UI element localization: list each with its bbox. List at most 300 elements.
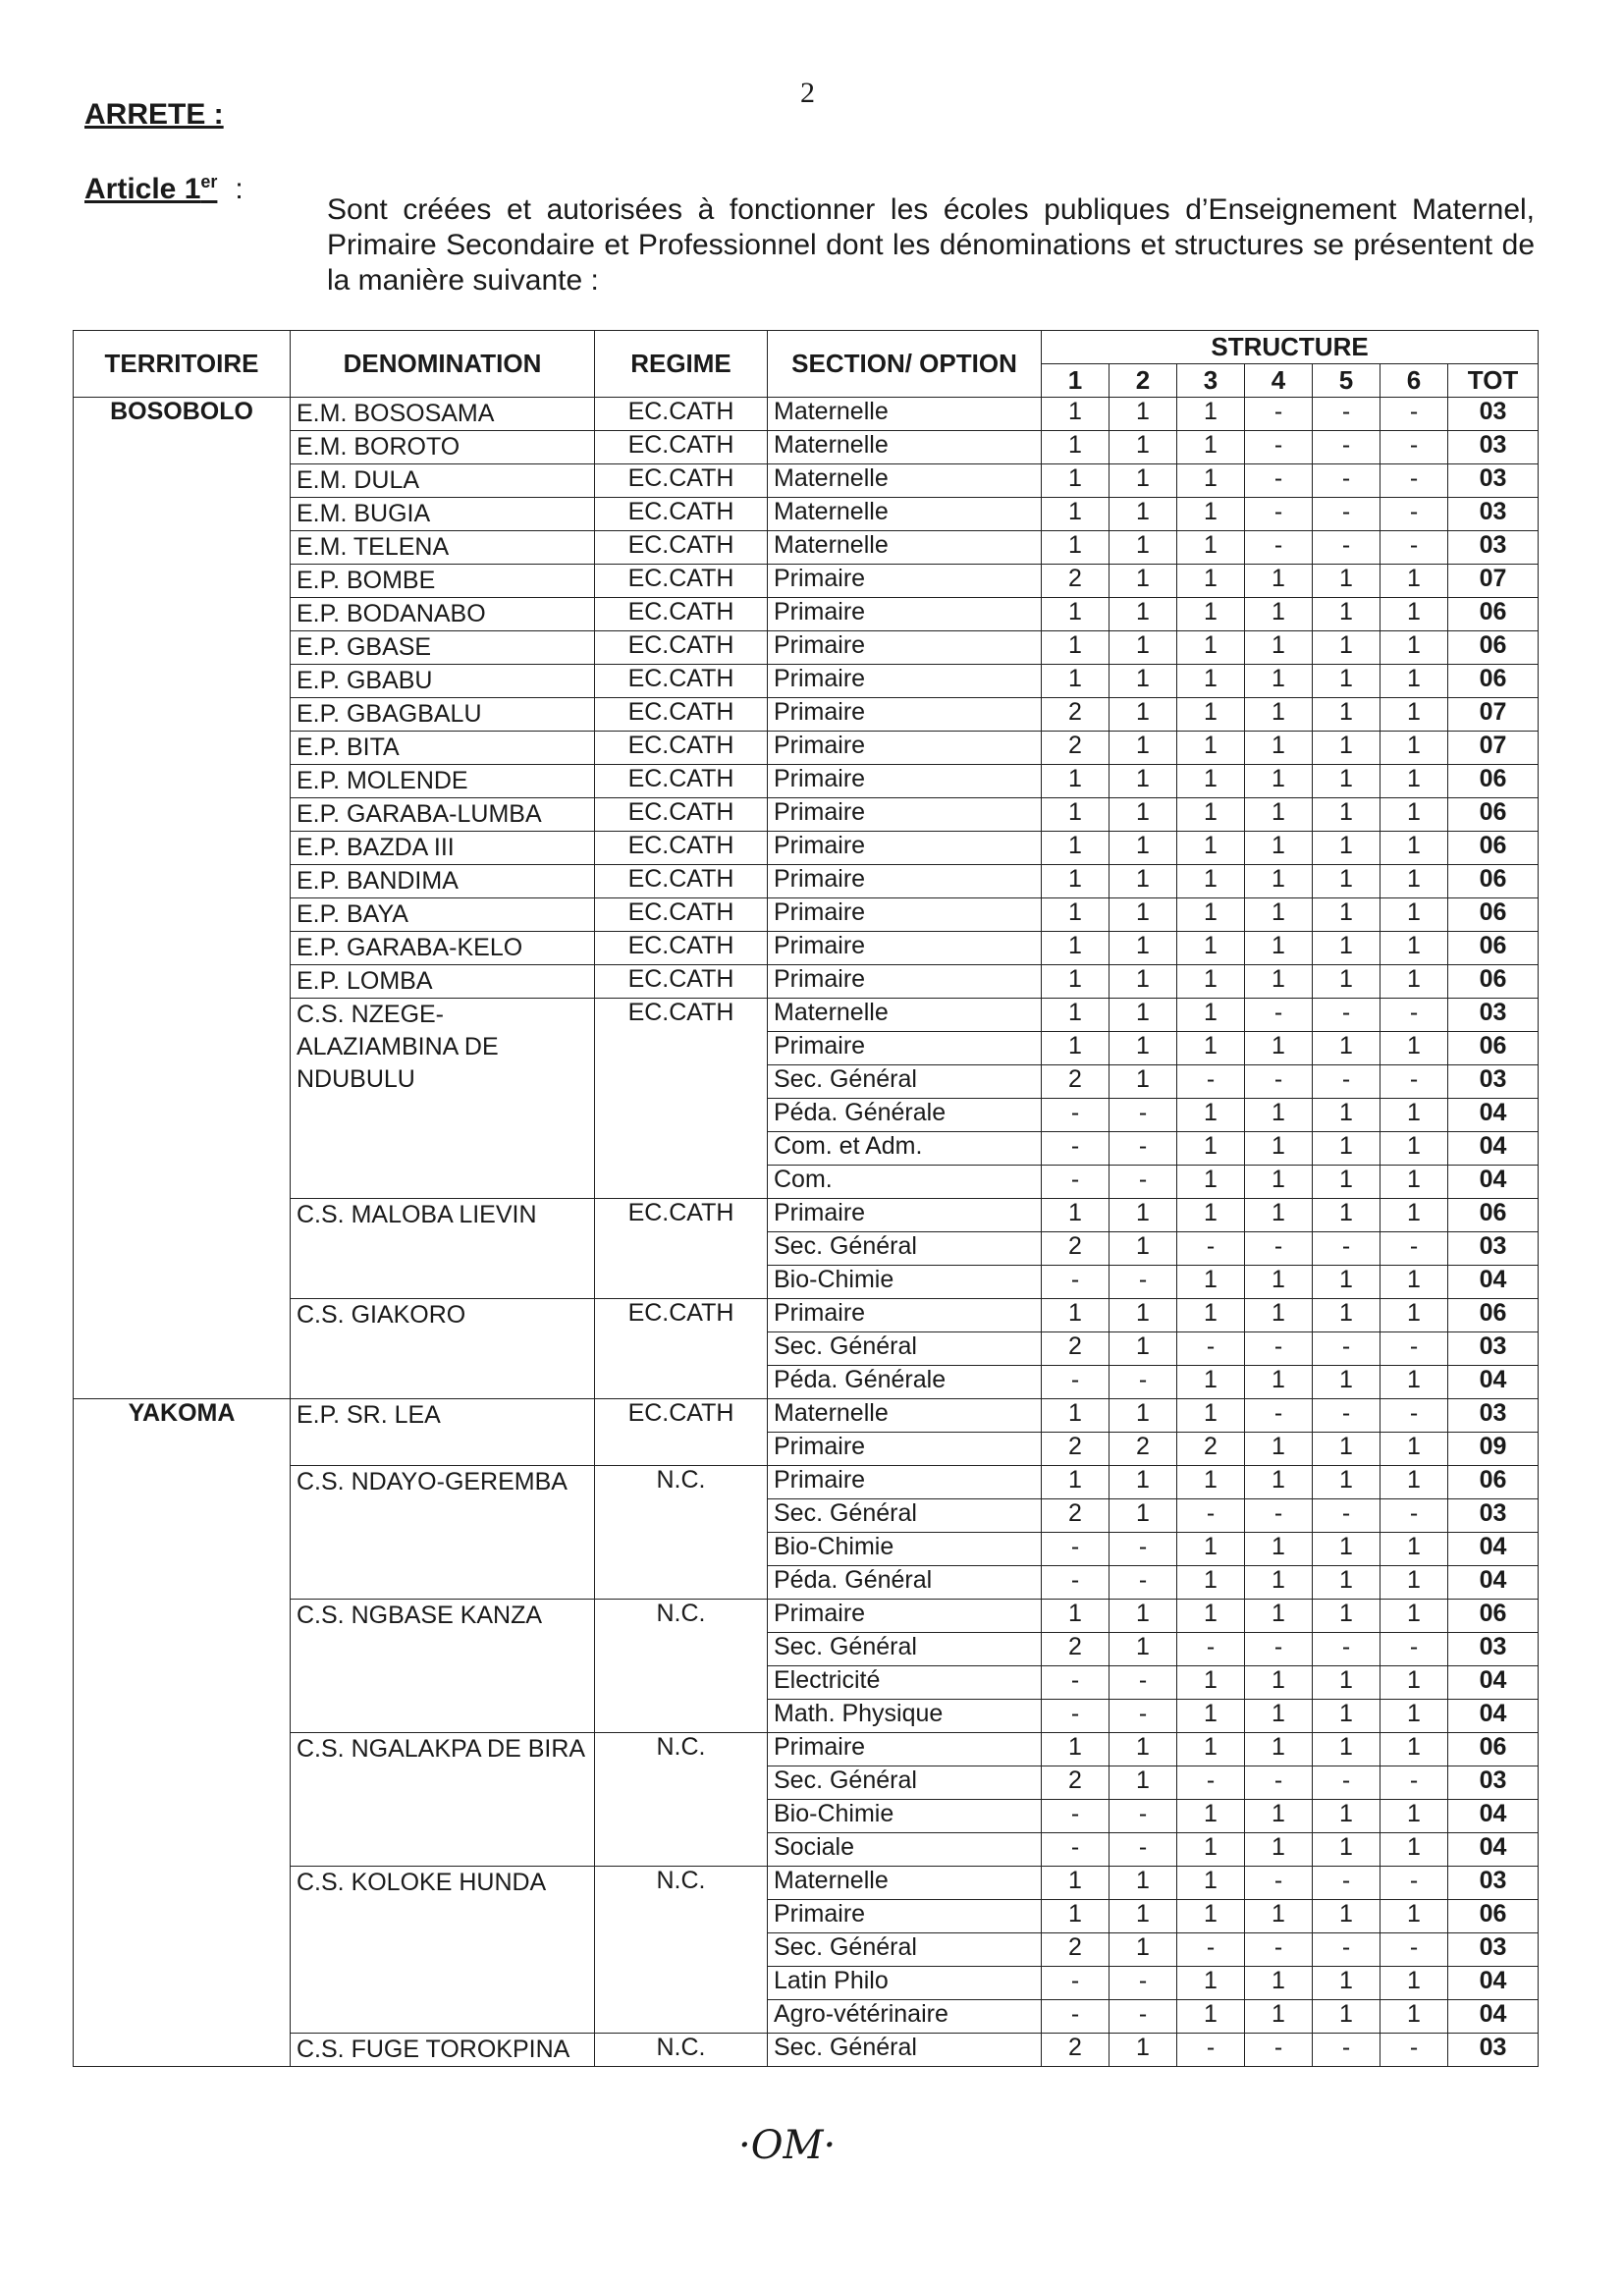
structure-cell-4: 1 <box>1245 1800 1313 1833</box>
structure-cell-2: 1 <box>1110 398 1177 431</box>
structure-cell-6: - <box>1380 1766 1448 1800</box>
structure-cell-1: 1 <box>1042 464 1110 498</box>
structure-cell-6: 1 <box>1380 1666 1448 1700</box>
denomination-cell: E.P. GBABU <box>291 665 595 698</box>
section-cell: Sec. Général <box>768 1232 1042 1266</box>
structure-cell-5: - <box>1313 498 1380 531</box>
regime-cell: EC.CATH <box>595 431 768 464</box>
structure-cell-5: 1 <box>1313 2000 1380 2034</box>
section-cell: Primaire <box>768 1466 1042 1499</box>
denomination-cell: E.P. GARABA-LUMBA <box>291 798 595 832</box>
structure-cell-1: 2 <box>1042 1232 1110 1266</box>
structure-cell-4: 1 <box>1245 665 1313 698</box>
structure-cell-4: - <box>1245 999 1313 1032</box>
schools-table <box>73 330 1539 2067</box>
structure-cell-3: 1 <box>1177 398 1245 431</box>
structure-cell-3: - <box>1177 1065 1245 1099</box>
structure-cell-1: 1 <box>1042 665 1110 698</box>
header-denomination: DENOMINATION <box>291 331 595 398</box>
structure-cell-2: 2 <box>1110 1433 1177 1466</box>
denomination-cell: E.P. MOLENDE <box>291 765 595 798</box>
structure-cell-5: - <box>1313 1332 1380 1366</box>
structure-cell-1: 2 <box>1042 1933 1110 1967</box>
structure-cell-1: - <box>1042 1166 1110 1199</box>
structure-cell-2: 1 <box>1110 1867 1177 1900</box>
structure-cell-1: 1 <box>1042 498 1110 531</box>
denomination-cell: C.S. NGALAKPA DE BIRA <box>291 1733 595 1867</box>
section-cell: Primaire <box>768 865 1042 898</box>
structure-cell-3: - <box>1177 1232 1245 1266</box>
table-row <box>74 1299 1539 1332</box>
structure-cell-3: 1 <box>1177 1132 1245 1166</box>
regime-cell: EC.CATH <box>595 565 768 598</box>
denomination-cell: E.P. BOMBE <box>291 565 595 598</box>
section-cell: Sociale <box>768 1833 1042 1867</box>
regime-cell: EC.CATH <box>595 898 768 932</box>
structure-cell-5: - <box>1313 398 1380 431</box>
structure-cell-3: 1 <box>1177 431 1245 464</box>
initials-mark: ·OM· <box>738 2123 837 2168</box>
structure-cell-2: 1 <box>1110 1633 1177 1666</box>
total-cell: 06 <box>1448 1600 1539 1633</box>
regime-cell: EC.CATH <box>595 798 768 832</box>
header-col-tot: TOT <box>1448 364 1539 398</box>
structure-cell-3: 1 <box>1177 1266 1245 1299</box>
structure-cell-4: 1 <box>1245 1733 1313 1766</box>
table-row <box>74 1600 1539 1633</box>
structure-cell-3: 1 <box>1177 1967 1245 2000</box>
structure-cell-5: 1 <box>1313 1466 1380 1499</box>
structure-cell-6: 1 <box>1380 798 1448 832</box>
structure-cell-3: 1 <box>1177 965 1245 999</box>
structure-cell-4: 1 <box>1245 798 1313 832</box>
structure-cell-4: 1 <box>1245 1900 1313 1933</box>
structure-cell-2: 1 <box>1110 865 1177 898</box>
table-header <box>74 331 1539 398</box>
section-cell: Maternelle <box>768 498 1042 531</box>
structure-cell-6: - <box>1380 1399 1448 1433</box>
structure-cell-2: 1 <box>1110 1900 1177 1933</box>
structure-cell-4: 1 <box>1245 1666 1313 1700</box>
total-cell: 06 <box>1448 932 1539 965</box>
structure-cell-1: 1 <box>1042 1733 1110 1766</box>
section-cell: Com. <box>768 1166 1042 1199</box>
structure-cell-3: 1 <box>1177 698 1245 732</box>
table-row <box>74 665 1539 698</box>
structure-cell-1: - <box>1042 1533 1110 1566</box>
structure-cell-5: - <box>1313 1232 1380 1266</box>
structure-cell-2: - <box>1110 2000 1177 2034</box>
section-cell: Péda. Générale <box>768 1099 1042 1132</box>
structure-cell-5: 1 <box>1313 965 1380 999</box>
structure-cell-1: 2 <box>1042 698 1110 732</box>
section-cell: Math. Physique <box>768 1700 1042 1733</box>
total-cell: 07 <box>1448 565 1539 598</box>
structure-cell-6: - <box>1380 999 1448 1032</box>
total-cell: 06 <box>1448 898 1539 932</box>
structure-cell-5: 1 <box>1313 932 1380 965</box>
structure-cell-1: 1 <box>1042 598 1110 631</box>
structure-cell-2: 1 <box>1110 732 1177 765</box>
article-text: Sont créées et autorisées à fonctionner les écoles publiques d’Enseignement Maternel, Primaire Secondaire et Professionnel dont les dénominations et structures se présentent de la manière suivante : <box>327 193 1535 297</box>
structure-cell-2: - <box>1110 1266 1177 1299</box>
regime-cell: EC.CATH <box>595 665 768 698</box>
structure-cell-5: 1 <box>1313 1800 1380 1833</box>
table-row <box>74 398 1539 431</box>
structure-cell-1: 2 <box>1042 1332 1110 1366</box>
section-cell: Sec. Général <box>768 1766 1042 1800</box>
denomination-cell: E.P. GBAGBALU <box>291 698 595 732</box>
structure-cell-4: - <box>1245 1933 1313 1967</box>
denomination-cell: E.M. BOROTO <box>291 431 595 464</box>
structure-cell-1: - <box>1042 1967 1110 2000</box>
structure-cell-2: 1 <box>1110 1466 1177 1499</box>
section-cell: Primaire <box>768 898 1042 932</box>
structure-cell-1: - <box>1042 1833 1110 1867</box>
structure-cell-2: 1 <box>1110 1600 1177 1633</box>
structure-cell-3: 1 <box>1177 1600 1245 1633</box>
section-cell: Primaire <box>768 1199 1042 1232</box>
structure-cell-3: 1 <box>1177 498 1245 531</box>
regime-cell: EC.CATH <box>595 765 768 798</box>
section-cell: Primaire <box>768 965 1042 999</box>
structure-cell-1: 2 <box>1042 1499 1110 1533</box>
structure-cell-3: 1 <box>1177 598 1245 631</box>
structure-cell-5: 1 <box>1313 1132 1380 1166</box>
structure-cell-6: 1 <box>1380 565 1448 598</box>
regime-cell: EC.CATH <box>595 965 768 999</box>
total-cell: 04 <box>1448 1099 1539 1132</box>
structure-cell-5: - <box>1313 1065 1380 1099</box>
section-cell: Primaire <box>768 832 1042 865</box>
structure-cell-2: 1 <box>1110 498 1177 531</box>
structure-cell-5: 1 <box>1313 565 1380 598</box>
structure-cell-5: 1 <box>1313 898 1380 932</box>
structure-cell-6: 1 <box>1380 1166 1448 1199</box>
structure-cell-4: 1 <box>1245 1166 1313 1199</box>
table-row <box>74 965 1539 999</box>
structure-cell-5: - <box>1313 999 1380 1032</box>
structure-cell-1: 1 <box>1042 1299 1110 1332</box>
structure-cell-1: 1 <box>1042 798 1110 832</box>
structure-cell-3: 1 <box>1177 898 1245 932</box>
section-cell: Sec. Général <box>768 2034 1042 2067</box>
structure-cell-5: - <box>1313 1399 1380 1433</box>
structure-cell-2: 1 <box>1110 2034 1177 2067</box>
total-cell: 04 <box>1448 1833 1539 1867</box>
section-cell: Sec. Général <box>768 1332 1042 1366</box>
table-row <box>74 531 1539 565</box>
structure-cell-1: 1 <box>1042 898 1110 932</box>
structure-cell-4: - <box>1245 498 1313 531</box>
total-cell: 03 <box>1448 1633 1539 1666</box>
structure-cell-6: 1 <box>1380 1600 1448 1633</box>
table-row <box>74 765 1539 798</box>
structure-cell-6: - <box>1380 1499 1448 1533</box>
header-col-5: 5 <box>1313 364 1380 398</box>
structure-cell-1: 1 <box>1042 1399 1110 1433</box>
structure-cell-5: - <box>1313 1933 1380 1967</box>
section-cell: Latin Philo <box>768 1967 1042 2000</box>
structure-cell-1: 1 <box>1042 932 1110 965</box>
section-cell: Primaire <box>768 798 1042 832</box>
section-cell: Primaire <box>768 732 1042 765</box>
structure-cell-3: 1 <box>1177 999 1245 1032</box>
total-cell: 06 <box>1448 1900 1539 1933</box>
section-cell: Primaire <box>768 1733 1042 1766</box>
structure-cell-2: 1 <box>1110 898 1177 932</box>
total-cell: 03 <box>1448 1332 1539 1366</box>
structure-cell-6: - <box>1380 464 1448 498</box>
structure-cell-4: 1 <box>1245 565 1313 598</box>
section-cell: Maternelle <box>768 1867 1042 1900</box>
table-row <box>74 798 1539 832</box>
structure-cell-2: 1 <box>1110 765 1177 798</box>
structure-cell-6: 1 <box>1380 1299 1448 1332</box>
section-cell: Sec. Général <box>768 1499 1042 1533</box>
structure-cell-3: 1 <box>1177 1666 1245 1700</box>
structure-cell-3: 1 <box>1177 1166 1245 1199</box>
section-cell: Primaire <box>768 1032 1042 1065</box>
header-col-2: 2 <box>1110 364 1177 398</box>
structure-cell-1: 2 <box>1042 1766 1110 1800</box>
total-cell: 04 <box>1448 2000 1539 2034</box>
regime-cell: EC.CATH <box>595 631 768 665</box>
structure-cell-6: 1 <box>1380 1700 1448 1733</box>
structure-cell-3: 1 <box>1177 2000 1245 2034</box>
total-cell: 06 <box>1448 665 1539 698</box>
structure-cell-5: 1 <box>1313 798 1380 832</box>
structure-cell-1: 1 <box>1042 1900 1110 1933</box>
structure-cell-4: 1 <box>1245 865 1313 898</box>
total-cell: 04 <box>1448 1366 1539 1399</box>
total-cell: 04 <box>1448 1800 1539 1833</box>
structure-cell-5: 1 <box>1313 1533 1380 1566</box>
structure-cell-1: 2 <box>1042 1633 1110 1666</box>
structure-cell-1: 1 <box>1042 832 1110 865</box>
denomination-cell: C.S. NZEGE-ALAZIAMBINA DE NDUBULU <box>291 999 595 1199</box>
regime-cell: EC.CATH <box>595 999 768 1199</box>
structure-cell-4: 1 <box>1245 1700 1313 1733</box>
structure-cell-1: - <box>1042 1800 1110 1833</box>
structure-cell-2: 1 <box>1110 1933 1177 1967</box>
table-row <box>74 898 1539 932</box>
structure-cell-4: - <box>1245 1332 1313 1366</box>
regime-cell: EC.CATH <box>595 865 768 898</box>
structure-cell-3: 1 <box>1177 1466 1245 1499</box>
regime-cell: EC.CATH <box>595 1199 768 1299</box>
structure-cell-1: 1 <box>1042 1199 1110 1232</box>
section-cell: Primaire <box>768 1900 1042 1933</box>
structure-cell-4: - <box>1245 1065 1313 1099</box>
structure-cell-6: 1 <box>1380 865 1448 898</box>
structure-cell-3: 1 <box>1177 932 1245 965</box>
structure-cell-5: - <box>1313 2034 1380 2067</box>
table-row <box>74 698 1539 732</box>
structure-cell-6: 1 <box>1380 1967 1448 2000</box>
structure-cell-2: - <box>1110 1833 1177 1867</box>
structure-cell-1: 2 <box>1042 2034 1110 2067</box>
structure-cell-6: 1 <box>1380 1366 1448 1399</box>
denomination-cell: E.P. BITA <box>291 732 595 765</box>
structure-cell-4: 1 <box>1245 1566 1313 1600</box>
structure-cell-5: 1 <box>1313 1666 1380 1700</box>
structure-cell-4: 1 <box>1245 1967 1313 2000</box>
structure-cell-4: 1 <box>1245 1099 1313 1132</box>
structure-cell-5: 1 <box>1313 1266 1380 1299</box>
structure-cell-4: 1 <box>1245 1366 1313 1399</box>
structure-cell-6: 1 <box>1380 1032 1448 1065</box>
structure-cell-6: 1 <box>1380 1466 1448 1499</box>
structure-cell-4: 1 <box>1245 598 1313 631</box>
structure-cell-2: 1 <box>1110 1232 1177 1266</box>
structure-cell-3: - <box>1177 1933 1245 1967</box>
table-row <box>74 565 1539 598</box>
header-col-6: 6 <box>1380 364 1448 398</box>
structure-cell-1: - <box>1042 1099 1110 1132</box>
total-cell: 06 <box>1448 598 1539 631</box>
structure-cell-5: 1 <box>1313 1733 1380 1766</box>
structure-cell-4: 1 <box>1245 898 1313 932</box>
total-cell: 04 <box>1448 1132 1539 1166</box>
structure-cell-4: - <box>1245 464 1313 498</box>
structure-cell-6: 1 <box>1380 2000 1448 2034</box>
regime-cell: EC.CATH <box>595 598 768 631</box>
structure-cell-6: - <box>1380 2034 1448 2067</box>
section-cell: Bio-Chimie <box>768 1266 1042 1299</box>
page-number: 2 <box>800 77 815 109</box>
structure-cell-6: 1 <box>1380 1800 1448 1833</box>
structure-cell-6: 1 <box>1380 732 1448 765</box>
structure-cell-6: - <box>1380 1633 1448 1666</box>
total-cell: 06 <box>1448 965 1539 999</box>
structure-cell-1: 1 <box>1042 1600 1110 1633</box>
denomination-cell: C.S. NDAYO-GEREMBA <box>291 1466 595 1600</box>
structure-cell-1: 1 <box>1042 431 1110 464</box>
structure-cell-5: - <box>1313 1766 1380 1800</box>
structure-cell-6: - <box>1380 1065 1448 1099</box>
structure-cell-4: 1 <box>1245 765 1313 798</box>
structure-cell-3: 1 <box>1177 1733 1245 1766</box>
regime-cell: N.C. <box>595 1600 768 1733</box>
section-cell: Maternelle <box>768 464 1042 498</box>
section-cell: Sec. Général <box>768 1633 1042 1666</box>
total-cell: 04 <box>1448 1666 1539 1700</box>
structure-cell-1: 2 <box>1042 1433 1110 1466</box>
total-cell: 03 <box>1448 1065 1539 1099</box>
structure-cell-6: 1 <box>1380 1132 1448 1166</box>
total-cell: 06 <box>1448 765 1539 798</box>
table-row <box>74 1733 1539 1766</box>
structure-cell-2: 1 <box>1110 1299 1177 1332</box>
total-cell: 03 <box>1448 1766 1539 1800</box>
total-cell: 03 <box>1448 1933 1539 1967</box>
table-row <box>74 498 1539 531</box>
structure-cell-6: - <box>1380 1332 1448 1366</box>
structure-cell-2: - <box>1110 1132 1177 1166</box>
structure-cell-4: - <box>1245 1633 1313 1666</box>
structure-cell-4: 1 <box>1245 1266 1313 1299</box>
structure-cell-6: 1 <box>1380 1566 1448 1600</box>
structure-cell-1: 1 <box>1042 865 1110 898</box>
denomination-cell: C.S. MALOBA LIEVIN <box>291 1199 595 1299</box>
structure-cell-6: 1 <box>1380 1199 1448 1232</box>
structure-cell-6: 1 <box>1380 1533 1448 1566</box>
denomination-cell: C.S. NGBASE KANZA <box>291 1600 595 1733</box>
structure-cell-3: - <box>1177 1499 1245 1533</box>
section-cell: Maternelle <box>768 1399 1042 1433</box>
structure-cell-1: 1 <box>1042 631 1110 665</box>
structure-cell-4: - <box>1245 431 1313 464</box>
structure-cell-6: 1 <box>1380 1266 1448 1299</box>
structure-cell-6: 1 <box>1380 898 1448 932</box>
section-cell: Primaire <box>768 565 1042 598</box>
table-row <box>74 732 1539 765</box>
total-cell: 03 <box>1448 464 1539 498</box>
structure-cell-5: 1 <box>1313 631 1380 665</box>
structure-cell-4: 1 <box>1245 965 1313 999</box>
total-cell: 03 <box>1448 431 1539 464</box>
structure-cell-3: 1 <box>1177 1800 1245 1833</box>
structure-cell-2: 1 <box>1110 1499 1177 1533</box>
structure-cell-2: 1 <box>1110 598 1177 631</box>
denomination-cell: E.M. DULA <box>291 464 595 498</box>
total-cell: 03 <box>1448 1232 1539 1266</box>
structure-cell-2: 1 <box>1110 1199 1177 1232</box>
denomination-cell: E.M. BOSOSAMA <box>291 398 595 431</box>
structure-cell-6: - <box>1380 1933 1448 1967</box>
structure-cell-5: 1 <box>1313 1600 1380 1633</box>
section-cell: Primaire <box>768 1299 1042 1332</box>
total-cell: 03 <box>1448 1399 1539 1433</box>
structure-cell-1: 2 <box>1042 565 1110 598</box>
structure-cell-2: 1 <box>1110 798 1177 832</box>
total-cell: 06 <box>1448 1733 1539 1766</box>
regime-cell: EC.CATH <box>595 498 768 531</box>
structure-cell-3: 1 <box>1177 832 1245 865</box>
regime-cell: EC.CATH <box>595 1299 768 1399</box>
total-cell: 07 <box>1448 698 1539 732</box>
structure-cell-3: 1 <box>1177 1900 1245 1933</box>
total-cell: 06 <box>1448 1032 1539 1065</box>
structure-cell-3: 1 <box>1177 1867 1245 1900</box>
structure-cell-6: - <box>1380 531 1448 565</box>
total-cell: 06 <box>1448 1466 1539 1499</box>
structure-cell-2: 1 <box>1110 999 1177 1032</box>
structure-cell-5: 1 <box>1313 1700 1380 1733</box>
denomination-cell: E.M. TELENA <box>291 531 595 565</box>
structure-cell-5: 1 <box>1313 1900 1380 1933</box>
total-cell: 04 <box>1448 1166 1539 1199</box>
denomination-cell: C.S. GIAKORO <box>291 1299 595 1399</box>
table-row <box>74 932 1539 965</box>
denomination-cell: E.P. BODANABO <box>291 598 595 631</box>
structure-cell-4: 1 <box>1245 1833 1313 1867</box>
structure-cell-2: 1 <box>1110 565 1177 598</box>
total-cell: 03 <box>1448 398 1539 431</box>
structure-cell-4: 1 <box>1245 1533 1313 1566</box>
section-cell: Primaire <box>768 765 1042 798</box>
denomination-cell: E.P. GBASE <box>291 631 595 665</box>
header-structure: STRUCTURE <box>1042 331 1539 364</box>
table-row <box>74 999 1539 1032</box>
structure-cell-5: 1 <box>1313 698 1380 732</box>
structure-cell-6: - <box>1380 431 1448 464</box>
structure-cell-3: 1 <box>1177 1032 1245 1065</box>
structure-cell-5: 1 <box>1313 1032 1380 1065</box>
structure-cell-2: - <box>1110 1166 1177 1199</box>
denomination-cell: C.S. KOLOKE HUNDA <box>291 1867 595 2034</box>
